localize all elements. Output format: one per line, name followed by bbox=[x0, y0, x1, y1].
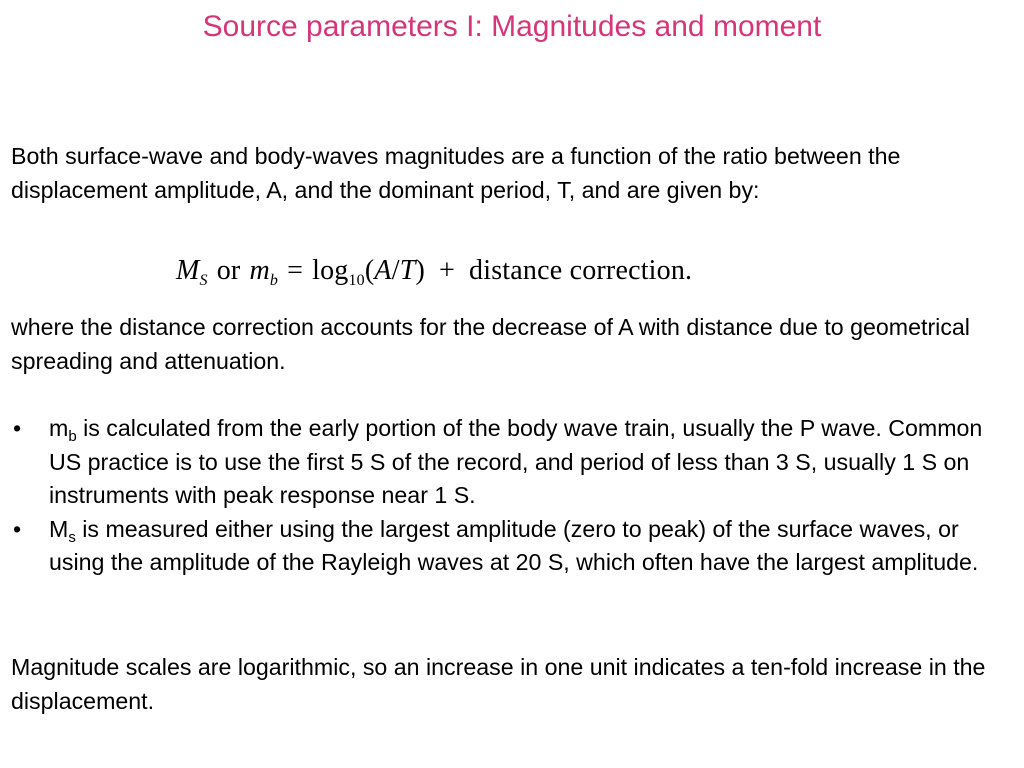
bullet-text: is calculated from the early portion of the body wave train, usually the P wave. Common US practice is to use the first 5 S of the record, and period of less than 3 S, usually 1 S on instruments with peak response near 1 S. bbox=[49, 415, 983, 508]
formula-log: log bbox=[312, 255, 349, 286]
formula-distance-correction: distance correction. bbox=[469, 255, 693, 286]
formula-ms-subscript: S bbox=[199, 272, 208, 289]
bullet-item-mb bbox=[11, 412, 1011, 513]
formula-mb-symbol: m bbox=[249, 255, 270, 286]
bullet-item-ms bbox=[11, 513, 1011, 580]
formula-amplitude: A bbox=[374, 255, 392, 286]
bullet-text: is measured either using the largest amplitude (zero to peak) of the surface waves, or using the amplitude of the Rayleigh waves at 20 S, which often have the largest amplitude. bbox=[49, 515, 979, 575]
formula-plus: + bbox=[439, 255, 456, 286]
formula-or: or bbox=[216, 255, 241, 286]
bullet-marker: • bbox=[13, 415, 22, 441]
bullet-subscript: b bbox=[68, 428, 77, 445]
formula-period: T bbox=[399, 255, 416, 286]
bullet-symbol: m bbox=[49, 415, 69, 441]
bullet-symbol: M bbox=[49, 515, 69, 542]
bullet-subscript: s bbox=[68, 528, 76, 546]
formula-log-base: 10 bbox=[348, 272, 365, 289]
formula-open-paren: ( bbox=[364, 255, 375, 286]
intro-paragraph: Both surface-wave and body-waves magnitudes are a function of the ratio between the displacement amplitude, A, and the dominant period, T, and are given by: bbox=[11, 143, 901, 203]
conclusion-paragraph: Magnitude scales are logarithmic, so an increase in one unit indicates a ten-fold increase in the displacement. bbox=[11, 654, 986, 714]
magnitude-formula bbox=[176, 253, 692, 289]
formula-close-paren: ) bbox=[415, 255, 426, 286]
formula-equals: = bbox=[287, 255, 304, 286]
bullet-marker: • bbox=[13, 515, 22, 542]
slide-title: Source parameters I: Magnitudes and moment bbox=[202, 10, 822, 43]
where-paragraph: where the distance correction accounts for the decrease of A with distance due to geometrical spreading and attenuation. bbox=[11, 314, 970, 374]
bullet-list bbox=[11, 412, 1011, 580]
formula-ms-symbol: M bbox=[176, 255, 200, 286]
formula-slash: / bbox=[391, 255, 400, 286]
formula-mb-subscript: b bbox=[269, 272, 279, 289]
